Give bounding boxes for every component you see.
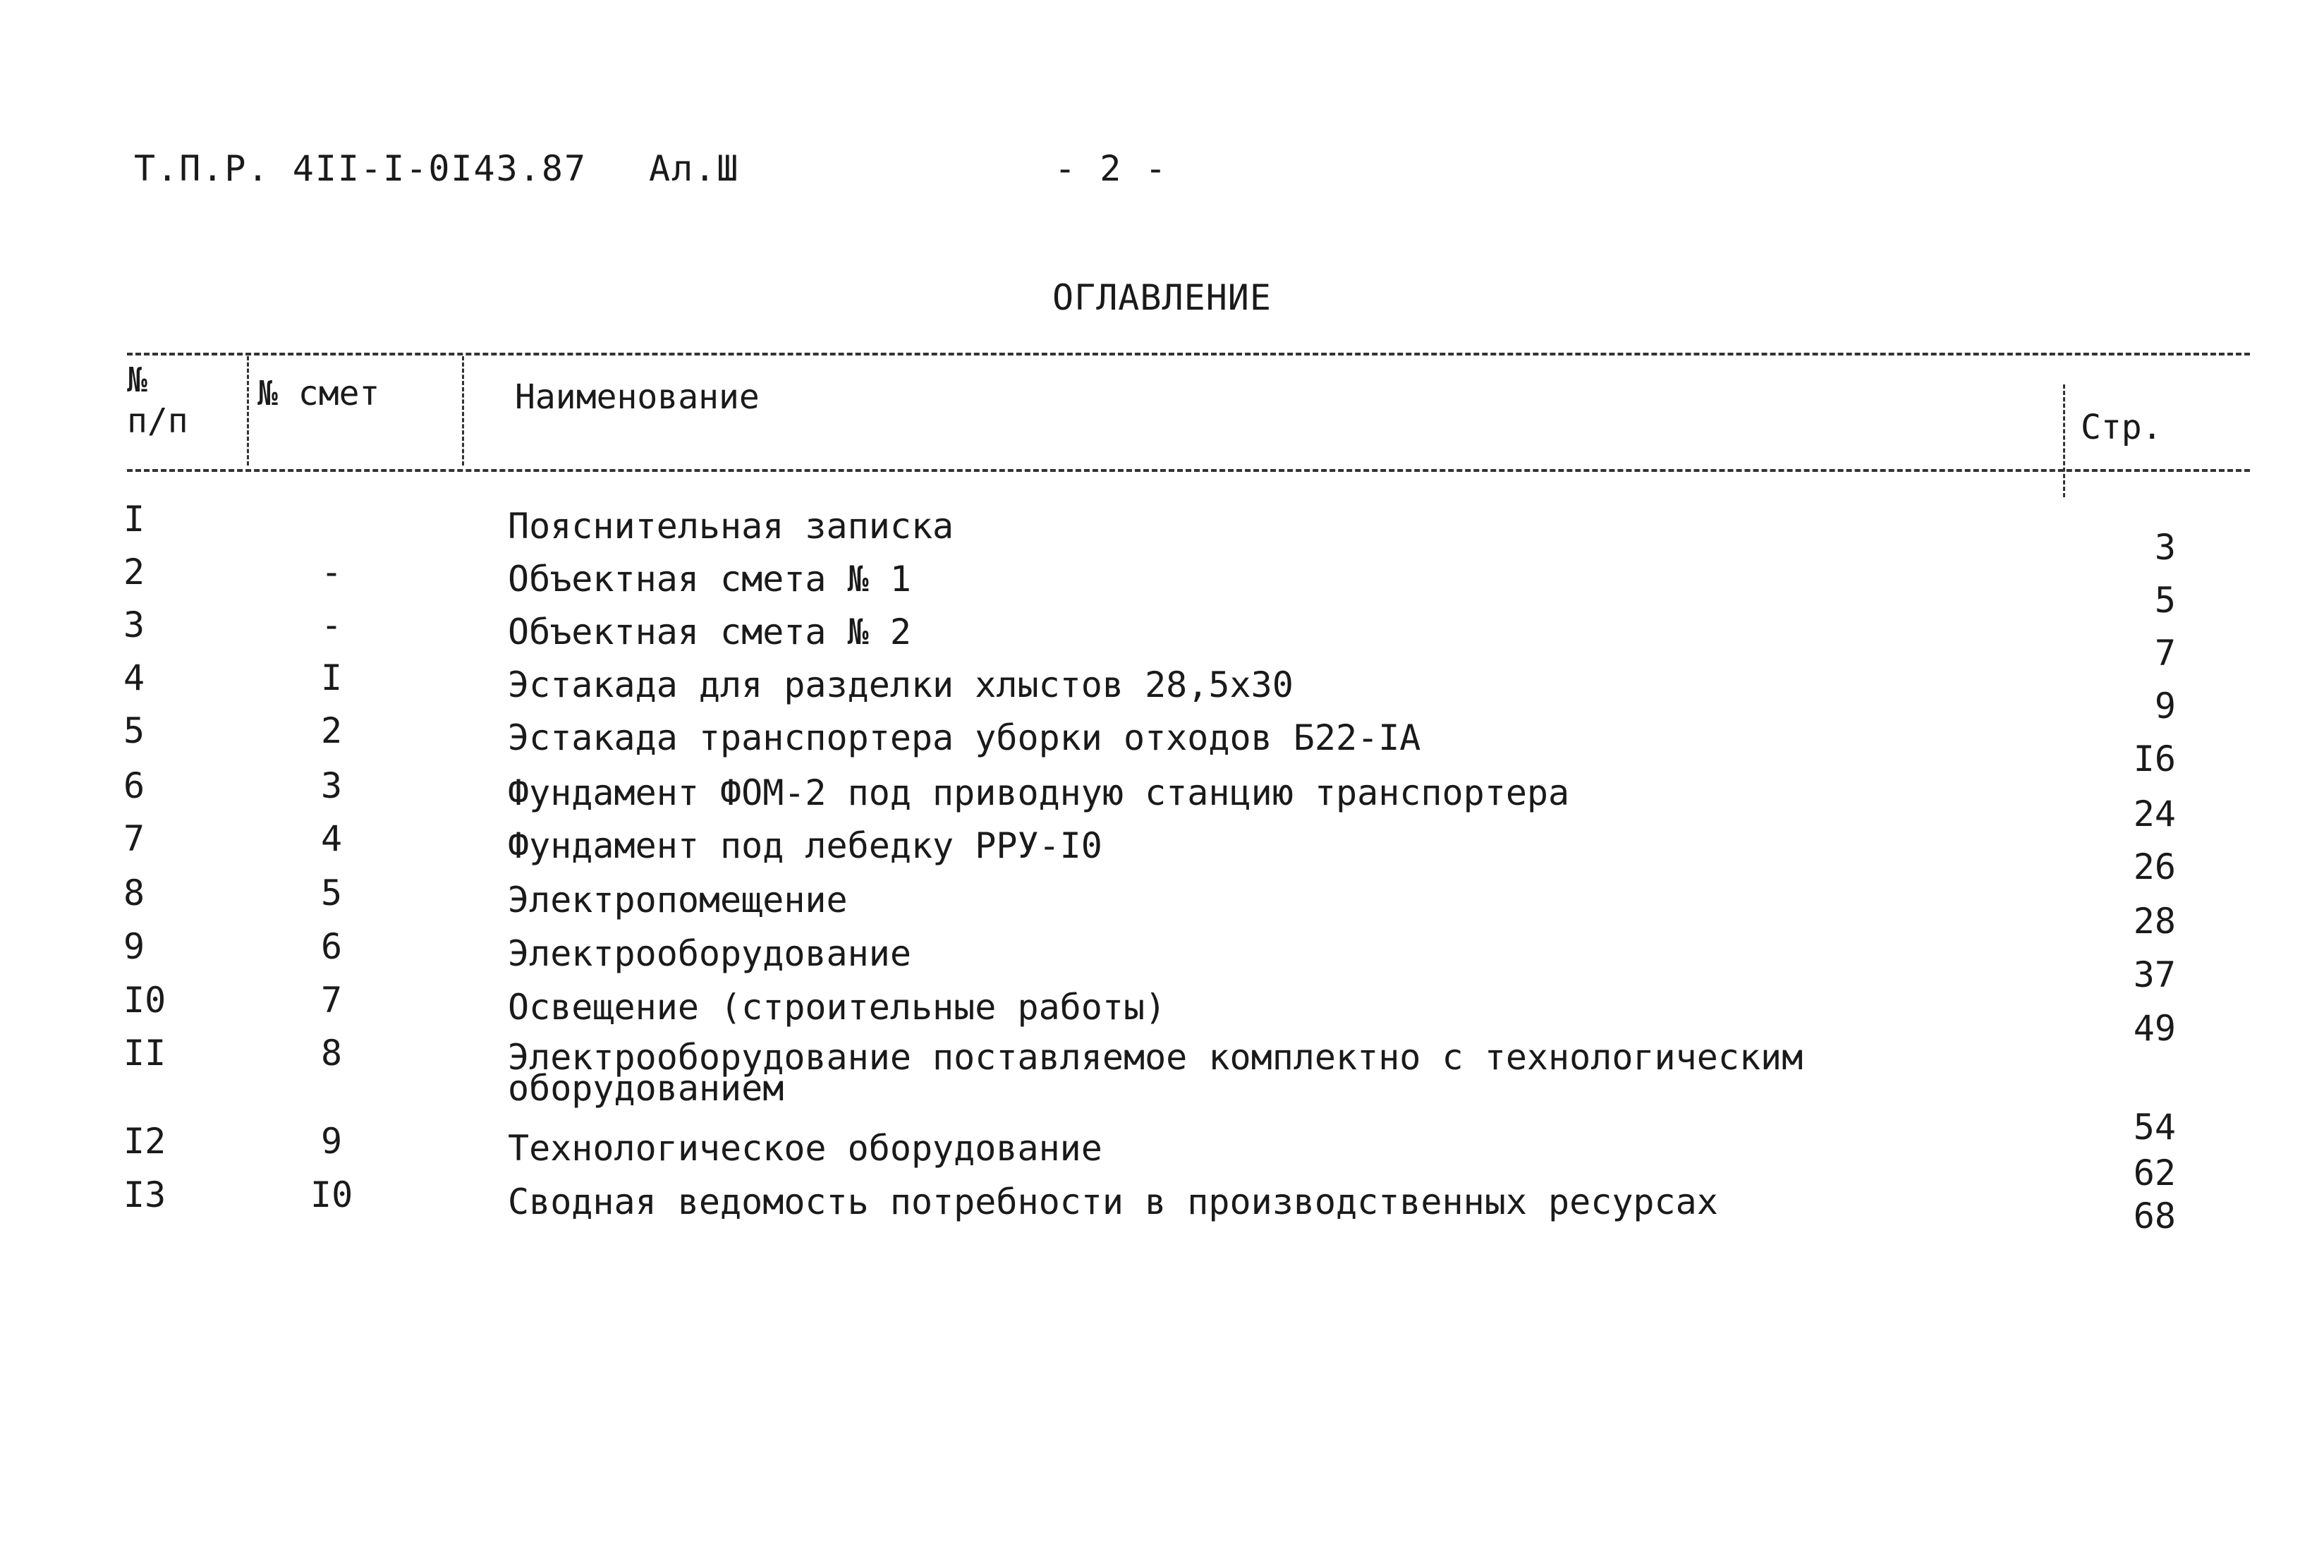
row-name: Эстакада для разделки хлыстов 28,5х30: [508, 664, 1294, 705]
row-number: 2: [123, 552, 145, 592]
column-header-page: Стр.: [2081, 408, 2162, 447]
page-title: ОГЛАВЛЕНИЕ: [1052, 277, 1272, 318]
column-header-estimate: № смет: [257, 374, 380, 413]
row-page: 26: [2133, 846, 2176, 887]
row-name: Электропомещение: [508, 880, 848, 920]
row-number: 8: [123, 873, 145, 913]
row-estimate: 4: [320, 818, 343, 859]
row-number: 5: [123, 710, 145, 751]
row-page: I6: [2133, 739, 2176, 779]
row-number: 9: [123, 926, 145, 967]
row-name: Электрооборудование: [508, 933, 911, 974]
page-number: - 2 -: [1054, 148, 1168, 189]
row-number: I2: [123, 1121, 166, 1162]
row-estimate: -: [320, 552, 343, 592]
header-bottom-rule: [127, 469, 2250, 472]
row-page: 24: [2133, 794, 2176, 834]
row-name: Фундамент под лебедку РРУ-I0: [508, 825, 1102, 866]
row-estimate: -: [320, 604, 343, 645]
row-page: 5: [2154, 580, 2176, 621]
row-name: Пояснительная записка: [508, 506, 954, 547]
row-number: 3: [123, 604, 145, 645]
row-number: I: [123, 499, 145, 540]
row-page: 49: [2133, 1008, 2176, 1049]
row-name: Объектная смета № 2: [508, 612, 911, 652]
row-estimate: 7: [320, 980, 343, 1021]
row-estimate: 9: [320, 1121, 343, 1162]
row-name: Электрооборудование поставляемое комплектно с технологическим оборудованием: [508, 1037, 1803, 1109]
row-page: 3: [2154, 527, 2176, 568]
row-number: II: [123, 1033, 166, 1074]
row-estimate: I: [320, 657, 343, 698]
row-estimate: I0: [310, 1174, 353, 1215]
row-estimate: 2: [320, 710, 343, 751]
row-number: 6: [123, 765, 145, 806]
row-name: Технологическое оборудование: [508, 1128, 1102, 1169]
row-name: Освещение (строительные работы): [508, 987, 1167, 1028]
column-divider: [247, 356, 249, 466]
row-page: 54: [2133, 1107, 2176, 1148]
row-page: 7: [2154, 633, 2176, 674]
row-number: 7: [123, 818, 145, 859]
row-estimate: 8: [320, 1033, 343, 1074]
row-name: Эстакада транспортера уборки отходов Б22-IA: [508, 717, 1421, 758]
column-divider: [462, 356, 464, 466]
row-page: 9: [2154, 686, 2176, 727]
row-name: Сводная ведомость потребности в производственных ресурсах: [508, 1181, 1718, 1222]
row-page: 68: [2133, 1196, 2176, 1236]
album-number: Ал.Ш: [649, 148, 740, 189]
header-top-rule: [127, 353, 2250, 355]
row-name: Фундамент ФОМ-2 под приводную станцию транспортера: [508, 772, 1570, 813]
row-number: I3: [123, 1174, 166, 1215]
row-number: 4: [123, 657, 145, 698]
row-page: 28: [2133, 901, 2176, 942]
row-page: 37: [2133, 954, 2176, 995]
row-page: 62: [2133, 1153, 2176, 1193]
row-name: Объектная смета № 1: [508, 559, 911, 600]
row-estimate: 6: [320, 926, 343, 967]
column-divider: [2063, 384, 2065, 497]
row-estimate: 5: [320, 873, 343, 913]
row-number: I0: [123, 980, 166, 1021]
column-header-name: Наименование: [515, 377, 760, 417]
column-header-number: № п/п: [127, 360, 188, 441]
row-estimate: 3: [320, 765, 343, 806]
document-code: Т.П.Р. 4II-I-0I43.87: [134, 148, 588, 189]
